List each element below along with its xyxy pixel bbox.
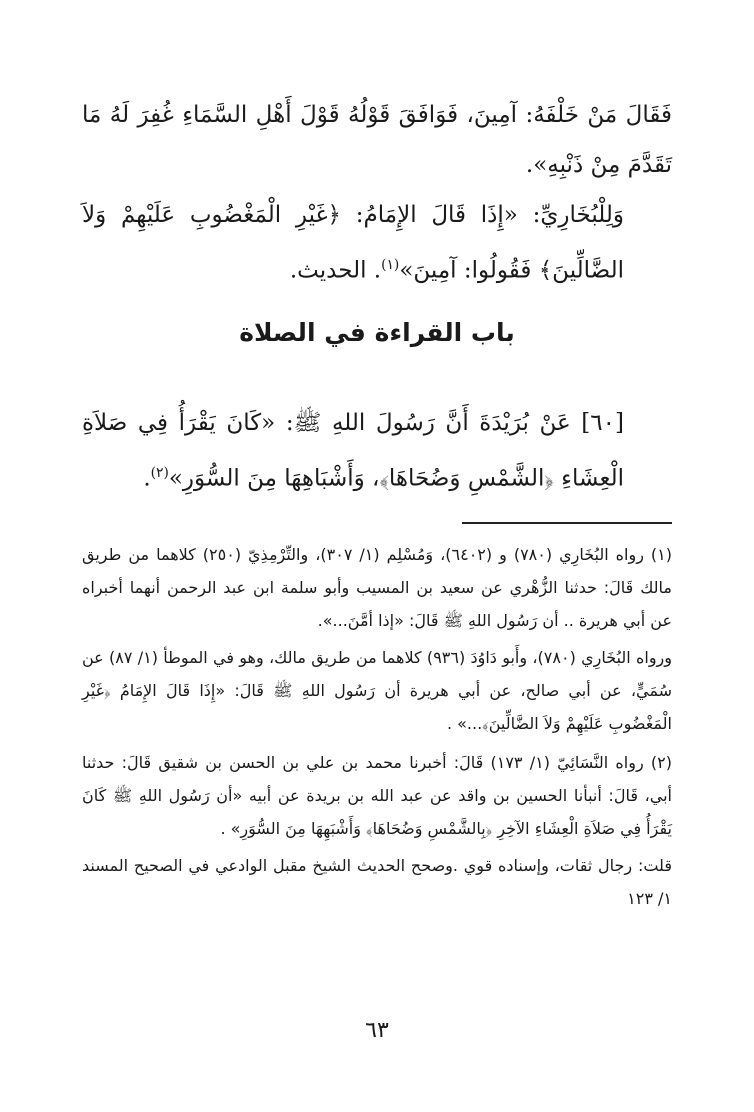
paragraph-text: وَلِلْبُخَارِيِّ: «إِذَا قَالَ الإِمَامُ: ﴿غَيْرِ الْمَغْضُوبِ عَلَيْهِمْ وَلاَ الضَّالِّينَ﴾ فَقُولُوا: آمِينَ»: [82, 202, 624, 284]
footnote-separator: [462, 522, 672, 524]
chapter-title: باب القراءة في الصلاة: [239, 318, 515, 347]
paragraph-text: [٦٠] عَنْ بُرَيْدَةَ أَنَّ رَسُولَ اللهِ ﷺ: «كَانَ يَقْرَأُ فِي صَلاَةِ الْعِشَاءِ ﴿الشَّمْسِ وَضُحَاهَا﴾، وَأَشْبَاهِهَا مِنَ السُّوَرِ»: [82, 410, 624, 492]
paragraph-body: [82, 398, 672, 504]
footnote-ref-2[interactable]: (٢): [150, 465, 169, 481]
paragraph-body: [82, 190, 672, 296]
footnote-1: [82, 538, 672, 740]
hadith-60-paragraph: [82, 398, 672, 504]
footnote-ref-1[interactable]: (١): [381, 257, 400, 273]
hadith-continuation-paragraph: [82, 90, 672, 190]
footnote-2-text: (٢) رواه النَّسَائِيّ (١/ ١٧٣) قَالَ: أخبرنا محمد بن علي بن الحسن بن شقيق قَالَ: حدثنا أبي، قَالَ: أنبأنا الحسين بن واقد عن عبد الله بن بريدة عن أبيه «أن رَسُول اللهِ ﷺ كَانَ يَقْرَأُ فِي صَلاَةِ الْعِشَاءِ الآخِرِ ﴿بِالشَّمْسِ وَضُحَاهَا﴾ وَأَشْبَهِهَا مِنَ السُّوَرِ» .: [82, 753, 672, 838]
footnote-1-continuation: ورواه البُخَارِي (٧٨٠)، وأَبو دَاوُدَ (٩٣٦) كلاهما من طريق مالك، وهو في الموطأ (١/ ٨٧) عن سُمَيٍّ، عن أبي صالح، عن أبي هريرة أن رَسُول اللهِ ﷺ قَالَ: «إِذَا قَالَ الإِمَامُ ﴿غَيْرِ الْمَغْضُوبِ عَلَيْهِمْ وَلاَ الضَّالِّينَ﴾...» .: [82, 648, 673, 733]
page-number: ٦٣: [365, 1018, 389, 1043]
paragraph-text: فَقَالَ مَنْ خَلْفَهُ: آمِينَ، فَوَافَقَ قَوْلُهُ قَوْلَ أَهْلِ السَّمَاءِ غُفِرَ لَهُ مَا تَقَدَّمَ مِنْ ذَنْبِهِ».: [82, 102, 672, 178]
footnote-2: [82, 746, 672, 915]
bukhari-variant-paragraph: [82, 190, 672, 296]
footnote-1-text: (١) رواه البُخَارِي (٧٨٠) و (٦٤٠٢)، وَمُسْلِم (١/ ٣٠٧)، والتِّرْمِذِيّ (٢٥٠) كلاهما من طريق مالك قَالَ: حدثنا الزُّهْري عن سعيد بن المسيب وأبو سلمة ابن عبد الرحمن أنهما أخبراه عن أبي هريرة .. أن رَسُول اللهِ ﷺ قَالَ: «إذا أمَّنَ...».: [82, 545, 673, 630]
footnotes-section: [82, 538, 672, 921]
footnote-2-comment: قلت: رجال ثقات، وإسناده قوي .وصحح الحديث الشيخ مقبل الوادعي في الصحيح المسند ١/ ١٢٣: [82, 856, 672, 908]
paragraph-tail: .: [143, 465, 151, 492]
paragraph-tail: . الحديث.: [289, 257, 382, 284]
